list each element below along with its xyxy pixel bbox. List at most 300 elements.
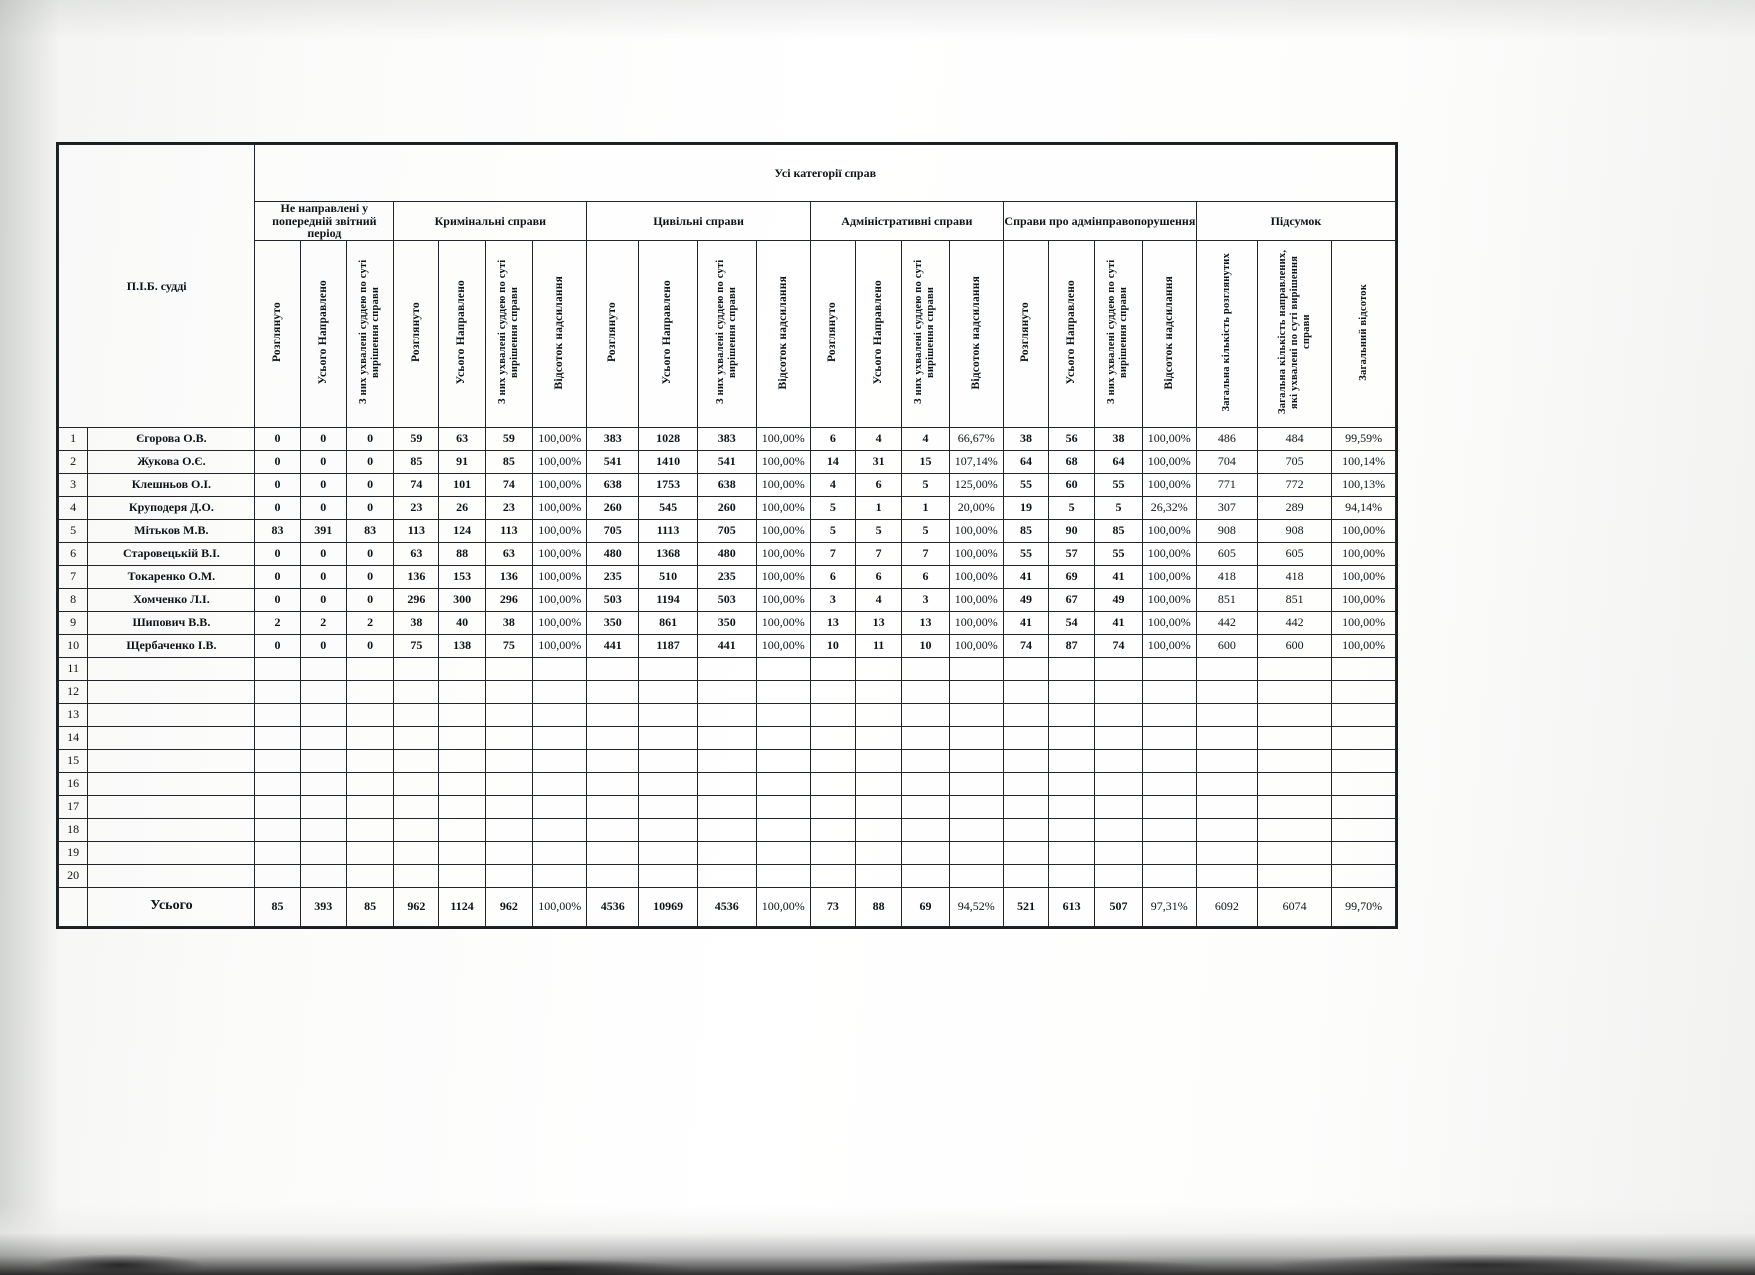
data-cell: [1332, 657, 1396, 680]
data-cell: [756, 703, 810, 726]
data-cell: [1196, 703, 1257, 726]
data-cell: 486: [1196, 427, 1257, 450]
data-cell: 1: [855, 496, 901, 519]
table-row[interactable]: [59, 772, 1396, 795]
data-cell: [1196, 749, 1257, 772]
scan-edge-shadow-left: [0, 0, 60, 1275]
data-cell: [756, 749, 810, 772]
data-cell: [902, 841, 949, 864]
data-cell: [810, 864, 855, 887]
table-row[interactable]: [59, 795, 1396, 818]
data-cell: 5: [902, 473, 949, 496]
data-cell: 100,00%: [1142, 611, 1196, 634]
data-cell: 545: [639, 496, 698, 519]
data-cell: 605: [1257, 542, 1332, 565]
data-cell: 100,14%: [1332, 450, 1396, 473]
data-cell: 100,00%: [949, 565, 1003, 588]
data-cell: 100,00%: [533, 588, 587, 611]
data-cell: [485, 680, 532, 703]
data-cell: [697, 657, 756, 680]
data-cell: 100,00%: [533, 611, 587, 634]
data-cell: [1332, 841, 1396, 864]
data-cell: [439, 864, 485, 887]
total-cell: 613: [1049, 887, 1095, 926]
total-cell: 85: [255, 887, 300, 926]
data-cell: [1142, 841, 1196, 864]
data-cell: 14: [810, 450, 855, 473]
data-cell: [300, 657, 346, 680]
data-cell: [810, 703, 855, 726]
data-cell: [810, 795, 855, 818]
row-index: 1: [59, 427, 88, 450]
data-cell: 100,00%: [1142, 519, 1196, 542]
row-index: 14: [59, 726, 88, 749]
data-cell: 480: [587, 542, 639, 565]
subheader-15: Розглянуто: [1003, 240, 1048, 427]
judge-name: Клешньов О.І.: [88, 473, 255, 496]
row-index: 19: [59, 841, 88, 864]
data-cell: 100,00%: [533, 565, 587, 588]
data-cell: 0: [300, 450, 346, 473]
data-cell: 908: [1196, 519, 1257, 542]
header-row-top: [59, 145, 1396, 202]
subheader-6: Відсоток надсилання: [533, 240, 587, 427]
data-cell: 6: [855, 565, 901, 588]
data-cell: [810, 657, 855, 680]
row-index: 6: [59, 542, 88, 565]
data-cell: 54: [1049, 611, 1095, 634]
data-cell: [439, 726, 485, 749]
data-cell: [1049, 795, 1095, 818]
data-cell: [810, 772, 855, 795]
data-cell: 100,00%: [949, 634, 1003, 657]
table-row[interactable]: [59, 588, 1396, 611]
data-cell: 7: [810, 542, 855, 565]
data-cell: [1142, 749, 1196, 772]
data-cell: 6: [902, 565, 949, 588]
data-cell: 100,00%: [756, 450, 810, 473]
data-cell: [756, 864, 810, 887]
judge-name: Жукова О.Є.: [88, 450, 255, 473]
data-cell: 4: [855, 588, 901, 611]
subheader-0: Розглянуто: [255, 240, 300, 427]
data-cell: [810, 749, 855, 772]
data-cell: 63: [485, 542, 532, 565]
data-cell: 40: [439, 611, 485, 634]
table-row[interactable]: [59, 450, 1396, 473]
data-cell: [587, 726, 639, 749]
data-cell: 442: [1257, 611, 1332, 634]
data-cell: 100,00%: [1142, 588, 1196, 611]
data-cell: 107,14%: [949, 450, 1003, 473]
table-row[interactable]: [59, 565, 1396, 588]
data-cell: [1003, 749, 1048, 772]
table-row[interactable]: [59, 657, 1396, 680]
data-cell: [697, 795, 756, 818]
data-cell: [697, 864, 756, 887]
data-cell: [1257, 749, 1332, 772]
data-cell: 19: [1003, 496, 1048, 519]
report-sheet: [56, 142, 1398, 929]
data-cell: 2: [300, 611, 346, 634]
table-row[interactable]: [59, 818, 1396, 841]
data-cell: [1257, 772, 1332, 795]
row-index: 9: [59, 611, 88, 634]
data-cell: 0: [346, 496, 393, 519]
data-cell: [1095, 864, 1142, 887]
data-cell: [1003, 703, 1048, 726]
table-row[interactable]: [59, 726, 1396, 749]
table-body: [59, 427, 1396, 926]
data-cell: 136: [485, 565, 532, 588]
scan-bottom-noise: [30, 1235, 1745, 1275]
total-cell: 521: [1003, 887, 1048, 926]
data-cell: 6: [810, 427, 855, 450]
data-cell: 100,00%: [756, 519, 810, 542]
total-cell: 4536: [587, 887, 639, 926]
data-cell: [1196, 795, 1257, 818]
group-header-admin-offences: Справи про адмінправопорушення: [1003, 202, 1196, 241]
data-cell: [1003, 657, 1048, 680]
table-row[interactable]: [59, 611, 1396, 634]
data-cell: 10: [810, 634, 855, 657]
data-cell: 0: [300, 542, 346, 565]
data-cell: [1142, 818, 1196, 841]
table-row[interactable]: [59, 496, 1396, 519]
judge-name: [88, 795, 255, 818]
data-cell: [697, 841, 756, 864]
table-row[interactable]: [59, 473, 1396, 496]
data-cell: 38: [394, 611, 439, 634]
judge-name: Старовецькій В.І.: [88, 542, 255, 565]
data-cell: 0: [346, 565, 393, 588]
data-cell: [855, 841, 901, 864]
judge-name: [88, 841, 255, 864]
data-cell: 11: [855, 634, 901, 657]
data-cell: [902, 726, 949, 749]
data-cell: 600: [1196, 634, 1257, 657]
data-cell: 91: [439, 450, 485, 473]
data-cell: 100,00%: [1332, 634, 1396, 657]
data-cell: [439, 703, 485, 726]
data-cell: [639, 749, 698, 772]
data-cell: [587, 703, 639, 726]
data-cell: 100,00%: [756, 634, 810, 657]
table-row[interactable]: [59, 680, 1396, 703]
data-cell: [394, 818, 439, 841]
data-cell: [300, 841, 346, 864]
data-cell: 0: [300, 634, 346, 657]
table-row[interactable]: [59, 703, 1396, 726]
data-cell: 83: [255, 519, 300, 542]
data-cell: 638: [697, 473, 756, 496]
data-cell: 296: [394, 588, 439, 611]
data-cell: 5: [810, 519, 855, 542]
row-index: 12: [59, 680, 88, 703]
data-cell: [300, 864, 346, 887]
data-cell: [439, 680, 485, 703]
data-cell: 100,00%: [1142, 542, 1196, 565]
data-cell: [1257, 703, 1332, 726]
data-cell: 704: [1196, 450, 1257, 473]
data-cell: [1095, 795, 1142, 818]
table-row[interactable]: [59, 427, 1396, 450]
data-cell: [902, 749, 949, 772]
data-cell: [533, 772, 587, 795]
judge-name: [88, 749, 255, 772]
data-cell: [756, 657, 810, 680]
data-cell: 0: [300, 565, 346, 588]
data-cell: [255, 680, 300, 703]
data-cell: [587, 680, 639, 703]
data-cell: 510: [639, 565, 698, 588]
data-cell: [300, 772, 346, 795]
row-index: 13: [59, 703, 88, 726]
table-total-row: [59, 887, 1396, 926]
data-cell: 38: [1003, 427, 1048, 450]
data-cell: 307: [1196, 496, 1257, 519]
data-cell: [485, 726, 532, 749]
data-cell: 87: [1049, 634, 1095, 657]
data-cell: 49: [1095, 588, 1142, 611]
data-cell: [1095, 703, 1142, 726]
data-cell: [533, 749, 587, 772]
data-cell: 64: [1095, 450, 1142, 473]
judge-name: [88, 726, 255, 749]
data-cell: [1095, 680, 1142, 703]
subheader-13: З них ухвалені суддею по суті вирішення справи: [902, 240, 949, 427]
data-cell: [485, 841, 532, 864]
table-row[interactable]: [59, 864, 1396, 887]
total-cell: 6074: [1257, 887, 1332, 926]
data-cell: [855, 818, 901, 841]
data-cell: [756, 841, 810, 864]
data-cell: [485, 864, 532, 887]
data-cell: 772: [1257, 473, 1332, 496]
data-cell: [1095, 657, 1142, 680]
data-cell: 1: [902, 496, 949, 519]
table-row[interactable]: [59, 519, 1396, 542]
data-cell: [587, 795, 639, 818]
table-row[interactable]: [59, 634, 1396, 657]
data-cell: 75: [394, 634, 439, 657]
data-cell: [1003, 680, 1048, 703]
data-cell: 0: [255, 450, 300, 473]
data-cell: 41: [1095, 565, 1142, 588]
judge-name: [88, 818, 255, 841]
data-cell: [1142, 795, 1196, 818]
data-cell: 100,00%: [533, 634, 587, 657]
data-cell: 57: [1049, 542, 1095, 565]
group-header-not-sent: Не направлені у попередній звітний період: [255, 202, 394, 241]
data-cell: 64: [1003, 450, 1048, 473]
total-cell: 99,70%: [1332, 887, 1396, 926]
data-cell: 13: [902, 611, 949, 634]
total-cell: 88: [855, 887, 901, 926]
data-cell: [697, 749, 756, 772]
data-cell: [300, 818, 346, 841]
data-cell: 100,00%: [1332, 542, 1396, 565]
data-cell: 136: [394, 565, 439, 588]
table-row[interactable]: [59, 542, 1396, 565]
data-cell: 350: [587, 611, 639, 634]
data-cell: [756, 726, 810, 749]
row-index: 7: [59, 565, 88, 588]
data-cell: 289: [1257, 496, 1332, 519]
data-cell: 100,00%: [1142, 450, 1196, 473]
data-cell: 55: [1003, 542, 1048, 565]
data-cell: [394, 657, 439, 680]
data-cell: [1049, 680, 1095, 703]
subheader-20: Загальна кількість направлених, які ухвалені по суті вирішення справи: [1257, 240, 1332, 427]
data-cell: 1753: [639, 473, 698, 496]
data-cell: 41: [1003, 611, 1048, 634]
data-cell: 20,00%: [949, 496, 1003, 519]
data-cell: [533, 841, 587, 864]
data-cell: [756, 818, 810, 841]
data-cell: [255, 864, 300, 887]
data-cell: [855, 864, 901, 887]
data-cell: [346, 657, 393, 680]
data-cell: 138: [439, 634, 485, 657]
data-cell: [394, 749, 439, 772]
data-cell: [1095, 726, 1142, 749]
data-cell: 100,00%: [1142, 565, 1196, 588]
data-cell: 0: [300, 427, 346, 450]
data-cell: [810, 680, 855, 703]
total-cell: 85: [346, 887, 393, 926]
data-cell: [902, 657, 949, 680]
data-cell: 541: [697, 450, 756, 473]
data-cell: [346, 841, 393, 864]
data-cell: 100,00%: [1142, 634, 1196, 657]
data-cell: [1049, 703, 1095, 726]
data-cell: [949, 726, 1003, 749]
data-cell: [1003, 841, 1048, 864]
subheader-18: Відсоток надсилання: [1142, 240, 1196, 427]
data-cell: [394, 841, 439, 864]
data-cell: [902, 818, 949, 841]
data-cell: [855, 657, 901, 680]
total-cell: 100,00%: [533, 887, 587, 926]
data-cell: 100,00%: [949, 611, 1003, 634]
data-cell: [949, 864, 1003, 887]
data-cell: 100,00%: [1142, 473, 1196, 496]
data-cell: 13: [810, 611, 855, 634]
data-cell: 0: [346, 634, 393, 657]
data-cell: 4: [810, 473, 855, 496]
data-cell: [756, 795, 810, 818]
data-cell: 1410: [639, 450, 698, 473]
data-cell: 7: [855, 542, 901, 565]
data-cell: [1196, 680, 1257, 703]
data-cell: [1332, 703, 1396, 726]
data-cell: 851: [1257, 588, 1332, 611]
data-cell: 235: [697, 565, 756, 588]
data-cell: [533, 657, 587, 680]
data-cell: 0: [346, 542, 393, 565]
data-cell: [1142, 657, 1196, 680]
data-cell: [1257, 795, 1332, 818]
data-cell: [639, 841, 698, 864]
data-cell: [1049, 772, 1095, 795]
data-cell: 100,13%: [1332, 473, 1396, 496]
data-cell: 60: [1049, 473, 1095, 496]
data-cell: [1049, 841, 1095, 864]
data-cell: [439, 818, 485, 841]
judge-name: [88, 657, 255, 680]
total-row-index: [59, 887, 88, 926]
row-index: 8: [59, 588, 88, 611]
data-cell: [1257, 818, 1332, 841]
data-cell: [346, 680, 393, 703]
data-cell: [855, 680, 901, 703]
data-cell: [1095, 772, 1142, 795]
data-cell: 503: [697, 588, 756, 611]
data-cell: [697, 726, 756, 749]
data-cell: 5: [1049, 496, 1095, 519]
total-cell: 962: [485, 887, 532, 926]
table-row[interactable]: [59, 841, 1396, 864]
data-cell: [1049, 864, 1095, 887]
data-cell: 100,00%: [756, 473, 810, 496]
subheader-19: Загальна кількість розглянутих: [1196, 240, 1257, 427]
data-cell: 101: [439, 473, 485, 496]
subheader-3: Розглянуто: [394, 240, 439, 427]
data-cell: [587, 864, 639, 887]
data-cell: [639, 772, 698, 795]
data-cell: [1003, 772, 1048, 795]
data-cell: [533, 726, 587, 749]
data-cell: [949, 749, 1003, 772]
data-cell: 0: [255, 496, 300, 519]
data-cell: 6: [855, 473, 901, 496]
data-cell: 41: [1003, 565, 1048, 588]
data-cell: 908: [1257, 519, 1332, 542]
data-cell: 88: [439, 542, 485, 565]
data-cell: [1257, 657, 1332, 680]
subheader-11: Розглянуто: [810, 240, 855, 427]
judge-column-header: П.І.Б. судді: [59, 145, 255, 428]
total-cell: 393: [300, 887, 346, 926]
group-header-civil: Цивільні справи: [587, 202, 811, 241]
data-cell: [485, 749, 532, 772]
data-cell: [1142, 726, 1196, 749]
data-cell: 75: [485, 634, 532, 657]
data-cell: 480: [697, 542, 756, 565]
table-row[interactable]: [59, 749, 1396, 772]
data-cell: [1257, 726, 1332, 749]
data-cell: [1003, 726, 1048, 749]
data-cell: 59: [485, 427, 532, 450]
data-cell: 100,00%: [949, 519, 1003, 542]
data-cell: 26: [439, 496, 485, 519]
data-cell: [697, 818, 756, 841]
data-cell: 5: [855, 519, 901, 542]
total-cell: 962: [394, 887, 439, 926]
data-cell: [439, 657, 485, 680]
data-cell: [300, 703, 346, 726]
data-cell: [855, 749, 901, 772]
data-cell: [533, 703, 587, 726]
data-cell: [587, 772, 639, 795]
data-cell: [346, 864, 393, 887]
data-cell: 0: [300, 588, 346, 611]
group-header-administrative: Адміністративні справи: [810, 202, 1003, 241]
subheader-7: Розглянуто: [587, 240, 639, 427]
data-cell: 67: [1049, 588, 1095, 611]
total-cell: 4536: [697, 887, 756, 926]
